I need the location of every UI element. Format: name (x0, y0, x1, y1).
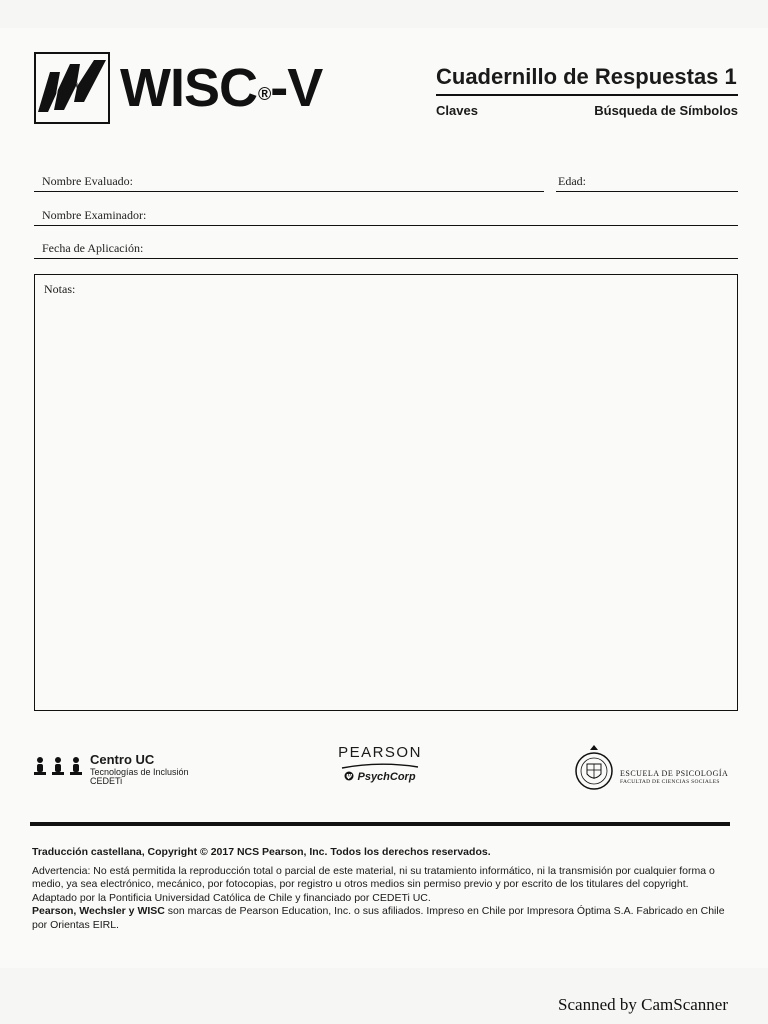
camscanner-watermark: Scanned by CamScanner (558, 995, 728, 1014)
subtest-claves: Claves (436, 103, 478, 118)
legal-notice (32, 846, 732, 933)
university-crest-icon (574, 744, 614, 794)
title-divider (436, 94, 738, 96)
facultad-name: FACULTAD DE CIENCIAS SOCIALES (620, 779, 720, 785)
footer-divider (30, 822, 730, 826)
fecha-aplicacion-label: Fecha de Aplicación: (42, 241, 144, 255)
nombre-examinador-label: Nombre Examinador: (42, 208, 147, 222)
edad-label: Edad: (558, 174, 586, 188)
edad-line (556, 191, 738, 193)
notas-box[interactable] (34, 274, 738, 711)
notas-label: Notas: (44, 282, 76, 296)
trademarks-text: Pearson, Wechsler y WISC son marcas de Pearson Education, Inc. o sus afiliados. Impreso en Chile por Impresora Óptima S.A. Fabricado en Chile por Orientas EIRL. (32, 905, 725, 931)
wisc-logo-mark (34, 52, 110, 124)
svg-text:Ψ: Ψ (346, 773, 353, 781)
escuela-name: ESCUELA DE PSICOLOGÍA (620, 769, 729, 778)
pearson-wordmark: PEARSON (338, 744, 422, 761)
centro-uc-logo (32, 752, 232, 786)
wisc-wave-icon (36, 54, 108, 122)
subtest-busqueda: Búsqueda de Símbolos (594, 103, 738, 118)
pearson-logo (330, 744, 430, 783)
adaptado-text: Adaptado por la Pontificia Universidad Católica de Chile y financiado por CEDETi UC. (32, 891, 431, 904)
nombre-evaluado-field[interactable] (34, 172, 544, 192)
edad-field[interactable] (556, 172, 738, 192)
centro-uc-cedeti: CEDETi (90, 776, 123, 786)
advertencia-text: Advertencia: No está permitida la reproducción total o parcial de este material, ni su tratamiento informático, ni la transmisión por cualquier forma o medio, ya sea electrónico, mecánico, por fotocopias, por registro u otros medios sin permiso previo y por escrito de los titulares del copyright. (32, 864, 715, 891)
fecha-aplicacion-field[interactable] (34, 239, 738, 259)
escuela-psicologia-logo (574, 744, 744, 794)
booklet-title: Cuadernillo de Respuestas 1 (436, 64, 737, 89)
nombre-examinador-line (34, 225, 738, 227)
nombre-evaluado-label: Nombre Evaluado: (42, 174, 133, 188)
psychcorp-icon (344, 771, 354, 781)
centro-uc-subtitle: Tecnologías de Inclusión (90, 767, 189, 777)
nombre-examinador-field[interactable] (34, 206, 738, 226)
centro-uc-name: Centro UC (90, 752, 155, 767)
fecha-aplicacion-line (34, 258, 738, 260)
psychcorp-wordmark: Ψ PsychCorp (330, 771, 430, 783)
people-icon (32, 756, 86, 780)
wisc-logo-wordmark: WISC®-V (120, 58, 323, 118)
copyright-line: Traducción castellana, Copyright © 2017 NCS Pearson, Inc. Todos los derechos reservados. (32, 846, 491, 858)
swoosh-icon (340, 763, 420, 769)
nombre-evaluado-line (34, 191, 544, 193)
